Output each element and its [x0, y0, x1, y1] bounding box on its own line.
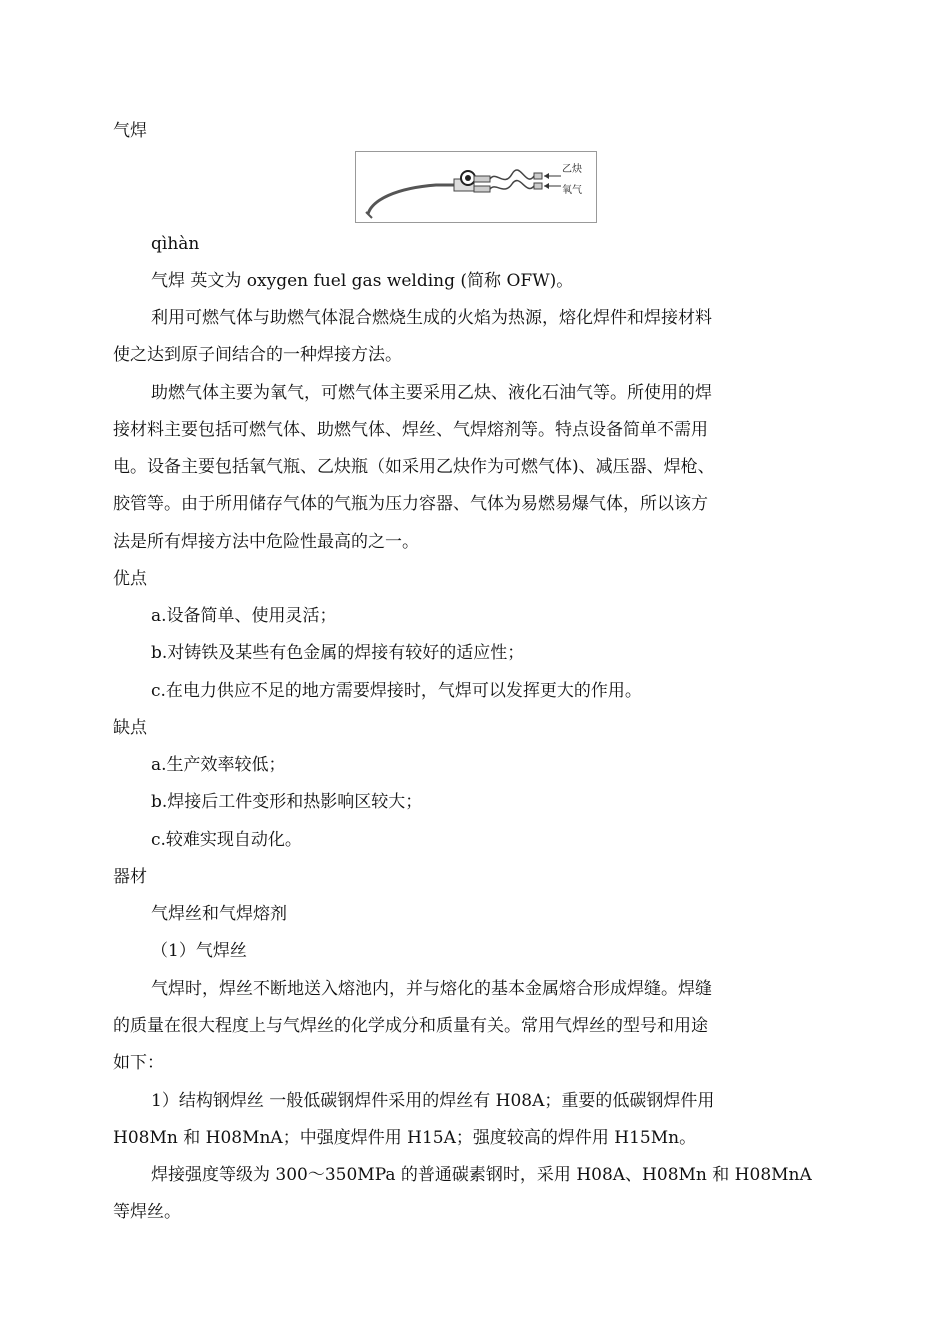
para2-line2: 接材料主要包括可燃气体、助燃气体、焊丝、气焊熔剂等。特点设备简单不需用 — [113, 420, 708, 440]
disadvantage-b: b.焊接后工件变形和热影响区较大； — [151, 792, 423, 812]
wire-line1: 气焊时，焊丝不断地送入熔池内，并与熔化的基本金属熔合形成焊缝。焊缝 — [151, 979, 712, 999]
para2-line5: 法是所有焊接方法中危险性最高的之一。 — [113, 532, 419, 552]
steel-wire-line2: H08Mn 和 H08MnA；中强度焊件用 H15A；强度较高的焊件用 H15Mn。 — [113, 1128, 697, 1148]
para2-line1: 助燃气体主要为氧气，可燃气体主要采用乙炔、液化石油气等。所使用的焊 — [151, 383, 712, 403]
disadvantages-heading: 缺点 — [113, 718, 147, 738]
advantage-c: c.在电力供应不足的地方需要焊接时，气焊可以发挥更大的作用。 — [151, 681, 642, 701]
oxygen-label: 氧气 — [562, 185, 582, 196]
advantages-heading: 优点 — [113, 569, 147, 589]
steel-wire-line1: 1）结构钢焊丝 一般低碳钢焊件采用的焊丝有 H08A；重要的低碳钢焊件用 — [151, 1091, 715, 1111]
para2-line4: 胶管等。由于所用储存气体的气瓶为压力容器、气体为易燃易爆气体，所以该方 — [113, 494, 708, 514]
acetylene-label: 乙炔 — [562, 164, 582, 175]
equipment-heading: 器材 — [113, 867, 147, 887]
intro-line: 气焊 英文为 oxygen fuel gas welding (简称 OFW)。 — [151, 271, 574, 291]
welding-torch-figure — [355, 151, 597, 223]
grade-line2: 等焊丝。 — [113, 1202, 181, 1222]
para1-line2: 使之达到原子间结合的一种焊接方法。 — [113, 345, 402, 365]
wire-line2: 的质量在很大程度上与气焊丝的化学成分和质量有关。常用气焊丝的型号和用途 — [113, 1016, 708, 1036]
grade-line1: 焊接强度等级为 300～350MPa 的普通碳素钢时，采用 H08A、H08Mn 和 H08MnA — [151, 1165, 812, 1185]
advantage-a: a.设备简单、使用灵活； — [151, 606, 337, 626]
welding-torch-icon — [356, 152, 596, 222]
equipment-item-1: （1）气焊丝 — [151, 941, 247, 961]
equipment-subheading: 气焊丝和气焊熔剂 — [151, 904, 287, 924]
para2-line3: 电。设备主要包括氧气瓶、乙炔瓶（如采用乙炔作为可燃气体)、减压器、焊枪、 — [113, 457, 715, 477]
wire-line3: 如下： — [113, 1053, 164, 1073]
para1-line1: 利用可燃气体与助燃气体混合燃烧生成的火焰为热源，熔化焊件和焊接材料 — [151, 308, 712, 328]
disadvantage-a: a.生产效率较低； — [151, 755, 286, 775]
disadvantage-c: c.较难实现自动化。 — [151, 830, 302, 850]
advantage-b: b.对铸铁及某些有色金属的焊接有较好的适应性； — [151, 643, 525, 663]
doc-title: 气焊 — [113, 121, 147, 141]
pinyin: qìhàn — [151, 234, 200, 254]
